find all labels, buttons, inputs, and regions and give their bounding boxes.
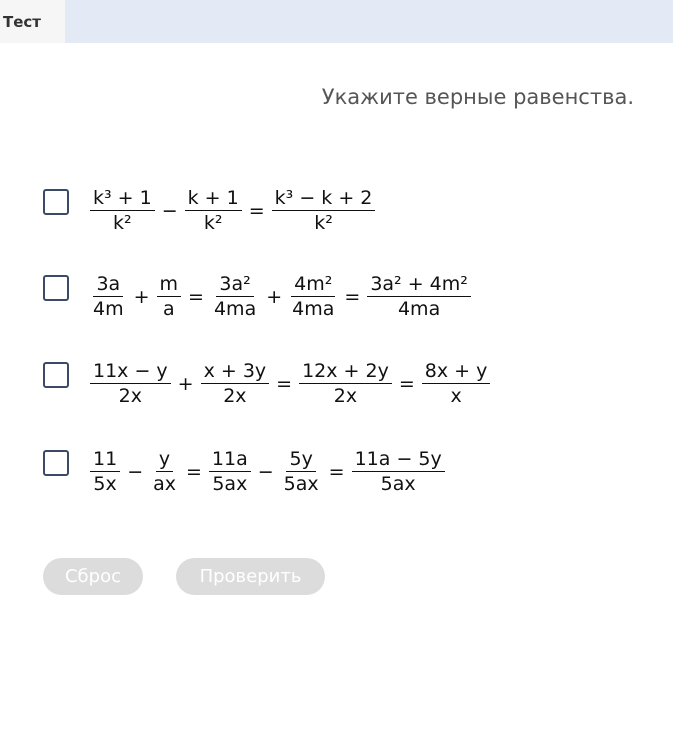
fraction-numerator: 3a <box>93 272 123 297</box>
reset-button[interactable]: Сброс <box>43 558 143 595</box>
fraction-numerator: k³ + 1 <box>90 186 155 211</box>
fraction-numerator: 3a² + 4m² <box>367 272 471 297</box>
fraction <box>150 447 179 496</box>
fraction-numerator: 11a − 5y <box>352 447 445 472</box>
option-expression <box>90 359 490 408</box>
fraction-numerator: 12x + 2y <box>299 359 392 384</box>
option-expression <box>90 272 471 321</box>
fraction-numerator: k³ − k + 2 <box>272 186 376 211</box>
fraction-denominator: 4ma <box>292 298 335 320</box>
math-operator: = <box>276 372 293 395</box>
fraction <box>185 186 242 235</box>
math-operator: = <box>188 285 204 308</box>
fraction <box>201 359 270 408</box>
fraction-denominator: k² <box>203 212 223 234</box>
fraction <box>352 447 445 496</box>
fraction-numerator: 5y <box>286 447 315 472</box>
check-button[interactable]: Проверить <box>176 558 325 595</box>
fraction <box>281 447 322 496</box>
fraction-numerator: y <box>156 447 173 472</box>
fraction <box>90 186 155 235</box>
fraction-denominator: 4m <box>93 298 124 320</box>
fraction-denominator: 2x <box>333 385 358 407</box>
fraction-numerator: m <box>157 272 182 297</box>
math-operator: + <box>133 285 150 308</box>
fraction-denominator: a <box>162 298 175 320</box>
fraction-numerator: x + 3y <box>201 359 270 384</box>
fraction-denominator: k² <box>314 212 333 234</box>
math-operator: = <box>186 460 202 483</box>
fraction-denominator: ax <box>153 473 176 495</box>
math-operator: = <box>328 460 345 483</box>
fraction-denominator: 2x <box>223 385 247 407</box>
fraction-numerator: 11a <box>209 447 251 472</box>
math-operator: − <box>161 199 178 222</box>
fraction <box>367 272 471 321</box>
math-operator: = <box>398 372 415 395</box>
fraction-numerator: 11 <box>90 447 120 472</box>
fraction-denominator: 5x <box>93 473 117 495</box>
option-checkbox[interactable] <box>43 362 69 388</box>
option-expression <box>90 447 445 496</box>
fraction <box>211 272 259 321</box>
fraction <box>209 447 251 496</box>
fraction-denominator: k² <box>113 212 132 234</box>
fraction-numerator: 8x + y <box>422 359 491 384</box>
fraction-denominator: x <box>450 385 462 407</box>
math-operator: + <box>177 372 194 395</box>
fraction-denominator: 4ma <box>213 298 257 320</box>
option-expression <box>90 186 375 235</box>
math-operator: = <box>248 199 265 222</box>
question-prompt: Укажите верные равенства. <box>321 85 634 109</box>
tab-test[interactable]: Тест <box>0 0 65 43</box>
fraction-denominator: 2x <box>118 385 142 407</box>
fraction-denominator: 5ax <box>283 473 319 495</box>
option-checkbox[interactable] <box>43 189 69 215</box>
fraction-numerator: 4m² <box>291 272 335 297</box>
fraction-numerator: 3a² <box>216 272 253 297</box>
fraction <box>289 272 337 321</box>
fraction <box>157 272 182 321</box>
fraction <box>299 359 392 408</box>
math-operator: = <box>344 285 361 308</box>
fraction-numerator: 11x − y <box>90 359 171 384</box>
option-checkbox[interactable] <box>43 275 69 301</box>
fraction <box>90 447 120 496</box>
fraction-denominator: 5ax <box>212 473 248 495</box>
fraction-numerator: k + 1 <box>185 186 242 211</box>
fraction <box>272 186 376 235</box>
fraction <box>90 359 171 408</box>
fraction-denominator: 4ma <box>397 298 441 320</box>
math-operator: − <box>257 460 274 483</box>
option-checkbox[interactable] <box>43 450 69 476</box>
top-bar <box>0 0 673 43</box>
fraction <box>90 272 127 321</box>
math-operator: − <box>127 460 144 483</box>
fraction <box>422 359 491 408</box>
fraction-denominator: 5ax <box>380 473 416 495</box>
math-operator: + <box>266 285 283 308</box>
